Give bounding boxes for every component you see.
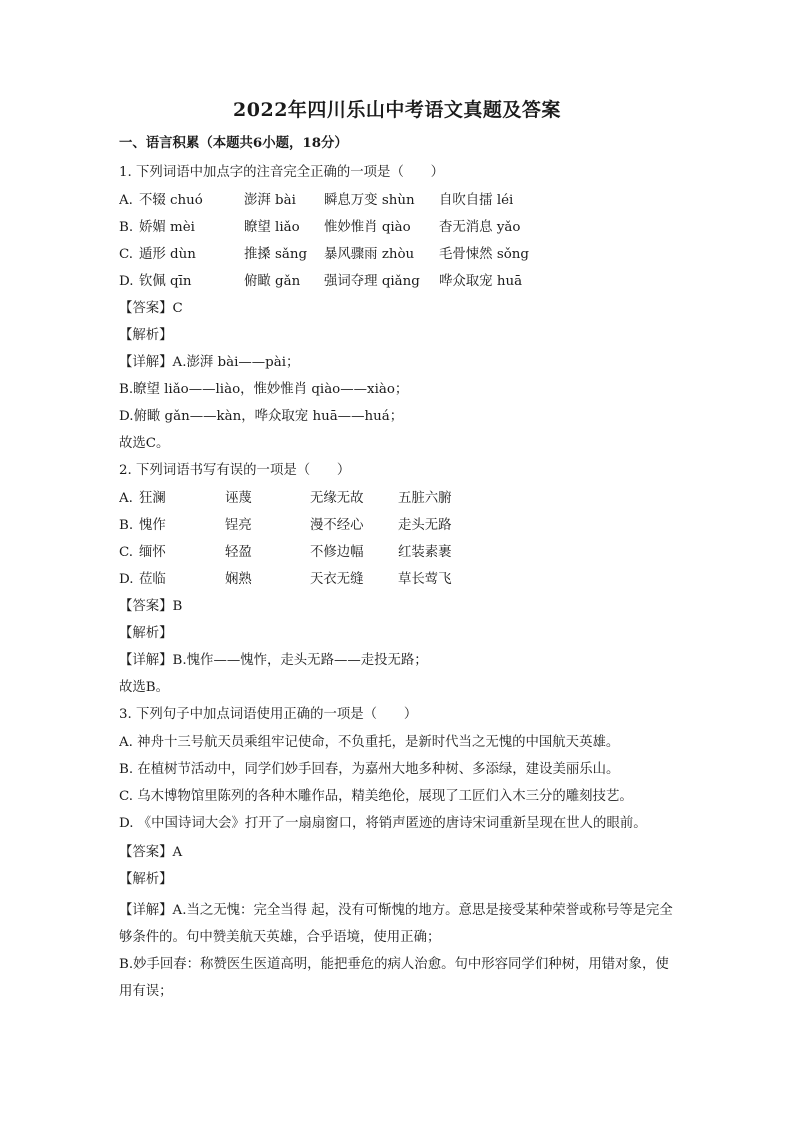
option-item: 遁形 dùn [139,247,196,262]
option-item: 自吹自擂 léi [439,193,514,208]
section-heading: 一、语言积累（本题共6小题，18分） [119,135,348,151]
option-item: 红装素裹 [398,545,452,560]
question-1-detail-line: D.俯瞰 gǎn——kàn，哗众取宠 huā——huá； [119,409,404,424]
option-item: 愧作 [139,518,166,533]
question-3-option-c: C. 乌木博物馆里陈列的各种木雕作品，精美绝伦，展现了工匠们入木三分的雕刻技艺。 [119,789,633,804]
question-1-detail-line: 故选C。 [119,436,170,451]
page-title: 2022年四川乐山中考语文真题及答案 [233,99,561,121]
option-item: 无缘无故 [310,491,364,506]
option-label: A. [119,491,133,506]
option-item: 漫不经心 [310,518,364,533]
option-item: 瞬息万变 shùn [324,193,415,208]
option-item: 毛骨悚然 sǒng [439,247,529,262]
question-2-stem: 2. 下列词语书写有误的一项是（ ） [119,463,351,478]
question-1-option-b [119,218,679,238]
option-label: D. [119,572,134,587]
question-2-detail-line: 【详解】B.愧作——愧怍，走头无路——走投无路； [119,653,428,668]
option-item: 不修边幅 [310,545,364,560]
option-label: D. [119,274,134,289]
question-3-analysis-heading: 【解析】 [119,872,173,887]
question-3-option-a: A. 神舟十三号航天员乘组牢记使命，不负重托，是新时代当之无愧的中国航天英雄。 [119,735,620,750]
option-item: 哗众取宠 huā [439,274,523,289]
option-label: B. [119,518,134,533]
option-item: 锃亮 [225,518,252,533]
option-item: 草长莺飞 [398,572,452,587]
question-3-answer: 【答案】A [119,845,183,860]
question-2-option-c [119,543,679,563]
question-2-answer: 【答案】B [119,599,183,614]
question-1-option-a [119,191,679,211]
option-item: 狂澜 [139,491,166,506]
question-1-option-d [119,272,679,292]
question-2-option-a [119,489,679,509]
question-3-stem: 3. 下列句子中加点词语使用正确的一项是（ ） [119,707,418,722]
question-2-option-d [119,570,679,590]
question-1-detail-line: 【详解】A.澎湃 bài——pài； [119,355,300,370]
question-2-detail-line: 故选B。 [119,680,170,695]
option-item: 强词夺理 qiǎng [324,274,420,289]
option-item: 诬蔑 [225,491,252,506]
question-1-answer: 【答案】C [119,301,183,316]
option-item: 缅怀 [139,545,166,560]
option-item: 澎湃 bài [244,193,296,208]
question-1-option-c [119,245,679,265]
option-item: 钦佩 qīn [139,274,192,289]
option-label: C. [119,545,134,560]
option-label: B. [119,220,134,235]
option-item: 推搡 sǎng [244,247,308,262]
question-3-option-b: B. 在植树节活动中，同学们妙手回春，为嘉州大地多种树、多添绿，建设美丽乐山。 [119,762,620,777]
question-1-analysis-heading: 【解析】 [119,328,173,343]
question-2-option-b [119,516,679,536]
option-item: 俯瞰 gǎn [244,274,301,289]
question-2-analysis-heading: 【解析】 [119,626,173,641]
option-label: C. [119,247,134,262]
option-label: A. [119,193,133,208]
question-1-stem: 1. 下列词语中加点字的注音完全正确的一项是（ ） [119,165,445,180]
option-item: 杳无消息 yǎo [439,220,521,235]
option-item: 瞭望 liǎo [244,220,300,235]
option-item: 天衣无缝 [310,572,364,587]
option-item: 暴风骤雨 zhòu [324,247,415,262]
option-item: 莅临 [139,572,166,587]
option-item: 娴熟 [225,572,252,587]
question-3-detail-b: B.妙手回春：称赞医生医道高明，能把垂危的病人治愈。句中形容同学们种树，用错对象，使用有误； [119,957,669,999]
option-item: 五脏六腑 [398,491,452,506]
question-1-detail-line: B.瞭望 liǎo——liào，惟妙惟肖 qiào——xiào； [119,382,409,397]
option-item: 不辍 chuó [139,193,203,208]
option-item: 惟妙惟肖 qiào [324,220,411,235]
question-3-option-d: D. 《中国诗词大会》打开了一扇扇窗口，将销声匿迹的唐诗宋词重新呈现在世人的眼前。 [119,816,647,831]
option-item: 走头无路 [398,518,452,533]
option-item: 轻盈 [225,545,252,560]
option-item: 娇媚 mèi [139,220,195,235]
question-3-detail-a: 【详解】A.当之无愧：完全当得 起，没有可惭愧的地方。意思是接受某种荣誉或称号等是完全够条件的。句中赞美航天英雄，合乎语境，使用正确； [119,903,673,945]
